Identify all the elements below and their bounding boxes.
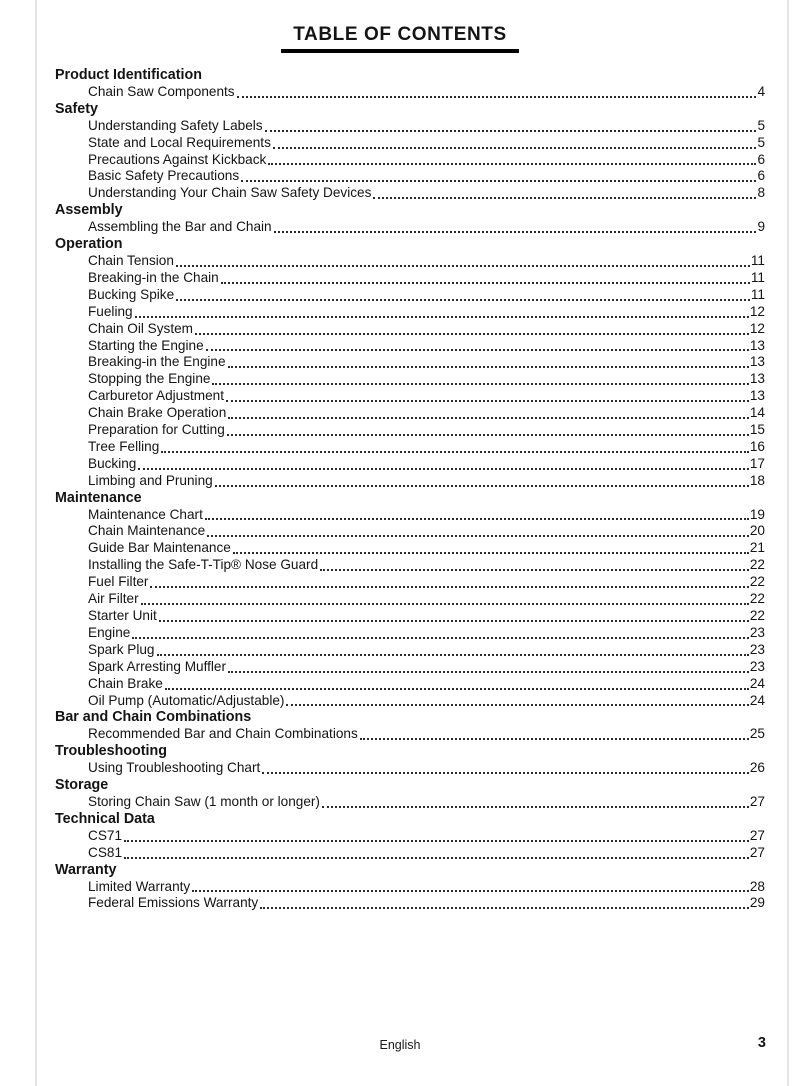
dot-leader (233, 552, 749, 554)
toc-entry-label: Air Filter (88, 591, 139, 607)
page-title: TABLE OF CONTENTS (281, 24, 519, 53)
toc-entry-label: CS81 (88, 844, 123, 860)
toc-entry-page: 13 (749, 371, 765, 387)
dot-leader (124, 840, 749, 842)
toc-entry-page: 11 (750, 286, 765, 302)
toc-entry-page: 13 (749, 337, 765, 353)
toc-entry-label: Starter Unit (88, 608, 157, 623)
dot-leader (157, 654, 749, 656)
toc-entry (55, 659, 765, 676)
toc-entry (55, 84, 765, 101)
toc-entry-label: Stopping the Engine (88, 371, 211, 387)
toc-entry-label: Spark Arresting Muffler (88, 658, 227, 674)
footer-language: English (379, 1038, 421, 1052)
dot-leader (237, 96, 757, 98)
toc-entry-page: 18 (749, 472, 765, 488)
toc-entry-label: Chain Tension (88, 252, 174, 268)
dot-leader (226, 400, 749, 402)
toc-entry-label: Carburetor Adjustment (88, 388, 225, 404)
toc-entry-label: Guide Bar Maintenance (88, 540, 231, 556)
scan-edge-left (35, 0, 37, 1086)
toc-entry-label: Understanding Your Chain Saw Safety Devices (88, 185, 372, 201)
toc-entry-label: Precautions Against Kickback (88, 151, 267, 167)
dot-leader (192, 890, 749, 892)
toc-entry (55, 456, 765, 473)
toc-entry-label: Fueling (88, 303, 133, 319)
toc-entry-label: Using Troubleshooting Chart (88, 760, 261, 776)
toc-entry (55, 152, 765, 169)
toc-entry (55, 287, 765, 304)
toc-entry-label: Tree Felling (88, 438, 160, 454)
dot-leader (260, 907, 749, 909)
toc-entry (55, 219, 765, 236)
dot-leader (273, 147, 757, 149)
toc-entry (55, 879, 765, 896)
toc-section-heading: Operation (55, 236, 123, 253)
dot-leader (227, 434, 749, 436)
toc-entry-page: 22 (749, 591, 765, 607)
toc-entry-page: 16 (749, 438, 765, 454)
dot-leader (141, 603, 749, 605)
toc-entry-page: 5 (757, 134, 765, 150)
toc-entry-page: 13 (749, 388, 765, 404)
toc-entry (55, 354, 765, 371)
dot-leader (205, 518, 749, 520)
toc-section-heading: Warranty (55, 861, 117, 878)
toc-entry (55, 760, 765, 777)
toc-entry-label: Starting the Engine (88, 337, 204, 353)
dot-leader (195, 333, 749, 335)
dot-leader (322, 806, 749, 808)
dot-leader (228, 417, 749, 419)
toc-entry-page: 8 (757, 185, 765, 201)
toc-section-heading: Safety (55, 100, 98, 117)
dot-leader (159, 620, 749, 622)
toc-entry (55, 473, 765, 490)
toc-entry-label: Engine (88, 624, 131, 640)
toc-entry-label: Maintenance Chart (88, 506, 203, 522)
toc-entry-label: Bucking Spike (88, 286, 175, 302)
dot-leader (176, 299, 750, 301)
toc-entry (55, 338, 765, 355)
toc-section-heading: Technical Data (55, 810, 155, 827)
toc-entry-page: 12 (749, 303, 765, 319)
dot-leader (228, 366, 749, 368)
toc-entry-page: 28 (749, 878, 765, 894)
dot-leader (241, 180, 756, 182)
toc-entry (55, 523, 765, 540)
toc-entry-page: 17 (749, 455, 765, 471)
toc-entry-page: 9 (757, 219, 765, 235)
toc-entry-page: 12 (749, 320, 765, 336)
toc-entry (55, 135, 765, 152)
toc-entry-page: 20 (749, 523, 765, 539)
page-footer (0, 1035, 800, 1056)
toc-entry-page: 27 (749, 844, 765, 860)
dot-leader (360, 738, 749, 740)
toc-entry-page: 19 (749, 506, 765, 522)
toc-entry-label: State and Local Requirements (88, 134, 271, 150)
dot-leader (265, 130, 757, 132)
toc-entry-label: Understanding Safety Labels (88, 117, 263, 133)
toc-entry-label: Assembling the Bar and Chain (88, 219, 272, 235)
toc-entry-page: 27 (749, 793, 765, 809)
toc-section-heading: Bar and Chain Combinations (55, 709, 252, 726)
dot-leader (268, 163, 756, 165)
toc-entry-page: 25 (749, 726, 765, 742)
toc-entry-page: 22 (749, 608, 765, 623)
dot-leader (176, 265, 750, 267)
toc-entry-label: Recommended Bar and Chain Combinations (88, 726, 358, 742)
toc-entry-page: 24 (749, 692, 765, 708)
toc-entry-label: CS71 (88, 827, 123, 843)
toc-entry-label: Chain Brake Operation (88, 405, 227, 421)
toc-entry (55, 388, 765, 405)
toc-entry (55, 625, 765, 642)
dot-leader (138, 468, 749, 470)
toc-entry (55, 422, 765, 439)
toc-entry (55, 693, 765, 710)
toc-entry-page: 29 (749, 895, 765, 911)
toc-entry-page: 23 (749, 658, 765, 674)
toc-entry-label: Preparation for Cutting (88, 422, 225, 438)
toc-entry-page: 13 (749, 354, 765, 370)
toc-entry-label: Chain Oil System (88, 320, 194, 336)
dot-leader (274, 231, 757, 233)
toc-entry (55, 726, 765, 743)
toc-entry (55, 253, 765, 270)
toc-entry (55, 557, 765, 574)
toc-entry-page: 6 (757, 168, 765, 184)
toc-entry (55, 507, 765, 524)
toc-entry (55, 371, 765, 388)
toc-entry-label: Basic Safety Precautions (88, 168, 240, 184)
toc-entry (55, 405, 765, 422)
toc-entry-page: 23 (749, 624, 765, 640)
dot-leader (135, 316, 749, 318)
toc-entry-label: Breaking-in the Chain (88, 269, 219, 285)
toc-entry-label: Storing Chain Saw (1 month or longer) (88, 793, 320, 809)
dot-leader (228, 671, 749, 673)
toc-entry-label: Spark Plug (88, 641, 155, 657)
page-title-wrap (0, 24, 800, 53)
toc-entry (55, 321, 765, 338)
toc-entry (55, 642, 765, 659)
toc-entry-page: 21 (749, 540, 765, 556)
toc-entry-label: Chain Brake (88, 675, 163, 691)
toc-entry-label: Chain Saw Components (88, 83, 235, 99)
toc-entry-page: 5 (757, 117, 765, 133)
dot-leader (262, 772, 749, 774)
dot-leader (207, 535, 749, 537)
footer-page-number: 3 (757, 1035, 766, 1051)
dot-leader (215, 485, 749, 487)
toc-entry-page: 14 (749, 405, 765, 421)
dot-leader (206, 349, 749, 351)
toc-entry-page: 15 (749, 422, 765, 438)
toc-section-heading: Assembly (55, 202, 123, 219)
dot-leader (373, 197, 756, 199)
toc-entry-label: Fuel Filter (88, 574, 149, 590)
toc-list (55, 67, 765, 912)
toc-entry-page: 23 (749, 641, 765, 657)
toc-entry-label: Oil Pump (Automatic/Adjustable) (88, 692, 285, 708)
dot-leader (132, 637, 749, 639)
toc-entry (55, 895, 765, 912)
toc-entry-label: Installing the Safe-T-Tip® Nose Guard (88, 557, 319, 573)
toc-entry-page: 6 (757, 151, 765, 167)
toc-entry-label: Limbing and Pruning (88, 472, 213, 488)
toc-entry (55, 794, 765, 811)
dot-leader (286, 704, 748, 706)
dot-leader (124, 857, 749, 859)
dot-leader (212, 383, 748, 385)
toc-section-heading: Troubleshooting (55, 743, 167, 760)
toc-entry (55, 574, 765, 591)
toc-entry (55, 591, 765, 608)
toc-entry-label: Bucking (88, 455, 137, 471)
toc-entry-label: Chain Maintenance (88, 523, 206, 539)
dot-leader (320, 569, 749, 571)
toc-entry (55, 828, 765, 845)
scan-edge-right (787, 0, 789, 1086)
toc-entry (55, 439, 765, 456)
toc-entry-page: 11 (750, 269, 765, 285)
toc-entry-page: 22 (749, 574, 765, 590)
dot-leader (165, 688, 749, 690)
toc-entry (55, 118, 765, 135)
toc-section-heading: Maintenance (55, 489, 142, 506)
toc-entry-label: Limited Warranty (88, 878, 191, 894)
toc-section-heading: Product Identification (55, 67, 202, 83)
toc-entry-page: 26 (749, 760, 765, 776)
toc-entry-page: 27 (749, 827, 765, 843)
dot-leader (161, 451, 749, 453)
toc-entry (55, 540, 765, 557)
toc-entry (55, 270, 765, 287)
toc-entry-page: 11 (750, 252, 765, 268)
toc-entry (55, 845, 765, 862)
toc-entry-page: 4 (757, 83, 765, 99)
dot-leader (221, 282, 750, 284)
toc-entry (55, 676, 765, 693)
toc-entry (55, 608, 765, 625)
toc-section-heading: Storage (55, 777, 109, 794)
toc-entry-label: Breaking-in the Engine (88, 354, 226, 370)
toc-entry-page: 22 (749, 557, 765, 573)
toc-entry (55, 168, 765, 185)
toc-entry (55, 185, 765, 202)
dot-leader (150, 586, 748, 588)
toc-entry-label: Federal Emissions Warranty (88, 895, 259, 911)
toc-entry-page: 24 (749, 675, 765, 691)
toc-entry (55, 304, 765, 321)
